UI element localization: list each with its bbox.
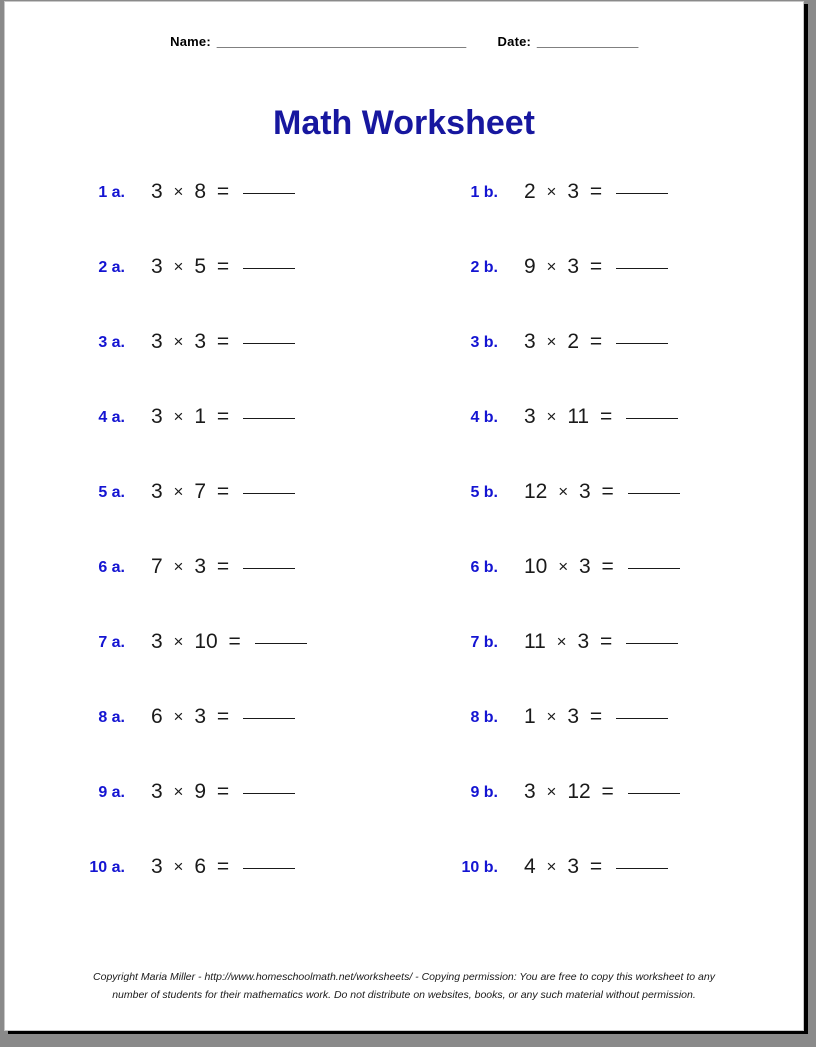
operand-b: 10 — [194, 630, 218, 653]
problem-cell — [5, 255, 404, 330]
answer-blank[interactable] — [243, 193, 295, 194]
answer-blank[interactable] — [243, 868, 295, 869]
problem-expression — [524, 630, 678, 654]
equals-sign: = — [216, 330, 230, 353]
equals-sign: = — [216, 180, 230, 203]
operand-b: 7 — [194, 480, 206, 503]
equals-sign: = — [216, 555, 230, 578]
answer-blank[interactable] — [243, 343, 295, 344]
problem-cell — [5, 405, 404, 480]
problem-expression — [151, 780, 295, 804]
operand-a: 3 — [151, 630, 163, 653]
operand-b: 3 — [194, 705, 206, 728]
problem-cell — [404, 480, 803, 555]
multiply-icon: × — [546, 857, 557, 876]
answer-blank[interactable] — [243, 418, 295, 419]
operand-b: 3 — [567, 855, 579, 878]
equals-sign: = — [589, 330, 603, 353]
operand-a: 3 — [151, 255, 163, 278]
student-info-line — [5, 34, 803, 49]
operand-b: 3 — [567, 180, 579, 203]
answer-blank[interactable] — [243, 268, 295, 269]
problem-expression — [524, 255, 668, 279]
problem-expression — [524, 780, 680, 804]
problem-label: 3 a. — [98, 334, 125, 351]
answer-blank[interactable] — [616, 718, 668, 719]
operand-a: 7 — [151, 555, 163, 578]
problem-row — [5, 630, 803, 705]
operand-b: 6 — [194, 855, 206, 878]
multiply-icon: × — [546, 782, 557, 801]
problem-expression — [524, 330, 668, 354]
operand-a: 3 — [151, 405, 163, 428]
operand-a: 3 — [151, 180, 163, 203]
answer-blank[interactable] — [243, 718, 295, 719]
problem-row — [5, 480, 803, 555]
answer-blank[interactable] — [628, 793, 680, 794]
problem-cell — [5, 180, 404, 255]
problem-label: 10 a. — [89, 859, 125, 876]
footer-line-2: number of students for their mathematics work. Do not distribute on websites, books, or any such material without permission. — [112, 988, 696, 1001]
footer-line-1: Copyright Maria Miller - http://www.homeschoolmath.net/worksheets/ - Copying permission: You are free to copy this worksheet to any — [93, 971, 715, 984]
equals-sign: = — [589, 180, 603, 203]
date-label: Date: — [497, 34, 532, 49]
copyright-footer — [5, 969, 803, 1004]
operand-b: 3 — [567, 255, 579, 278]
problem-expression — [151, 555, 295, 579]
multiply-icon: × — [556, 632, 567, 651]
problem-label: 9 a. — [98, 784, 125, 801]
operand-a: 4 — [524, 855, 536, 878]
problem-expression — [524, 855, 668, 879]
problem-cell — [404, 255, 803, 330]
problem-row — [5, 405, 803, 480]
equals-sign: = — [589, 855, 603, 878]
operand-b: 2 — [567, 330, 579, 353]
answer-blank[interactable] — [616, 268, 668, 269]
problem-expression — [151, 480, 295, 504]
problem-expression — [524, 555, 680, 579]
problem-cell — [5, 555, 404, 630]
operand-b: 9 — [194, 780, 206, 803]
problem-label: 10 b. — [461, 859, 498, 876]
answer-blank[interactable] — [243, 793, 295, 794]
operand-b: 3 — [194, 330, 206, 353]
multiply-icon: × — [173, 632, 184, 651]
problem-label: 5 b. — [470, 484, 498, 501]
problem-label: 4 a. — [98, 409, 125, 426]
multiply-icon: × — [173, 857, 184, 876]
problem-expression — [151, 630, 307, 654]
operand-b: 5 — [194, 255, 206, 278]
equals-sign: = — [601, 555, 614, 578]
problem-label: 7 b. — [470, 634, 498, 651]
multiply-icon: × — [546, 707, 557, 726]
problem-label: 6 a. — [98, 559, 125, 576]
problem-cell — [404, 405, 803, 480]
equals-sign: = — [599, 405, 613, 428]
problem-cell — [5, 630, 404, 705]
operand-b: 12 — [567, 780, 591, 803]
problem-cell — [404, 180, 803, 255]
problem-label: 7 a. — [98, 634, 125, 651]
equals-sign: = — [601, 480, 614, 503]
operand-a: 10 — [524, 555, 548, 578]
multiply-icon: × — [173, 707, 184, 726]
answer-blank[interactable] — [616, 193, 668, 194]
operand-b: 3 — [194, 555, 206, 578]
date-blank[interactable]: _______________ — [536, 34, 638, 49]
answer-blank[interactable] — [255, 643, 307, 644]
problem-cell — [5, 855, 404, 930]
problem-expression — [524, 180, 668, 204]
operand-b: 3 — [577, 630, 590, 653]
problem-row — [5, 555, 803, 630]
problem-expression — [524, 405, 678, 429]
problem-cell — [404, 630, 803, 705]
operand-a: 11 — [524, 630, 546, 653]
equals-sign: = — [216, 255, 230, 278]
multiply-icon: × — [173, 557, 184, 576]
multiply-icon: × — [558, 557, 569, 576]
problem-cell — [404, 705, 803, 780]
operand-a: 3 — [151, 855, 163, 878]
equals-sign: = — [216, 855, 230, 878]
problem-cell — [5, 705, 404, 780]
operand-a: 6 — [151, 705, 163, 728]
problem-label: 6 b. — [470, 559, 498, 576]
problem-label: 8 b. — [470, 709, 498, 726]
problem-row — [5, 705, 803, 780]
problem-expression — [524, 480, 680, 504]
page-title: Math Worksheet — [273, 104, 535, 142]
problem-row — [5, 330, 803, 405]
problem-label: 3 b. — [470, 334, 498, 351]
equals-sign: = — [589, 705, 603, 728]
problem-expression — [524, 705, 668, 729]
problem-cell — [404, 855, 803, 930]
problem-expression — [151, 330, 295, 354]
problem-expression — [151, 405, 295, 429]
multiply-icon: × — [173, 257, 184, 276]
problem-label: 4 b. — [470, 409, 498, 426]
answer-blank[interactable] — [616, 868, 668, 869]
problem-row — [5, 855, 803, 930]
operand-a: 3 — [524, 405, 536, 428]
equals-sign: = — [216, 480, 230, 503]
operand-a: 3 — [151, 780, 163, 803]
operand-b: 3 — [578, 555, 591, 578]
multiply-icon: × — [173, 182, 184, 201]
problem-expression — [151, 705, 295, 729]
operand-a: 3 — [151, 480, 163, 503]
problem-cell — [404, 780, 803, 855]
operand-a: 3 — [151, 330, 163, 353]
problem-expression — [151, 855, 295, 879]
equals-sign: = — [601, 780, 614, 803]
equals-sign: = — [599, 630, 613, 653]
operand-b: 3 — [578, 480, 591, 503]
operand-b: 8 — [194, 180, 206, 203]
problem-cell — [5, 780, 404, 855]
problem-cell — [5, 330, 404, 405]
problem-label: 9 b. — [470, 784, 498, 801]
problem-row — [5, 780, 803, 855]
operand-a: 12 — [524, 480, 548, 503]
multiply-icon: × — [546, 407, 557, 426]
answer-blank[interactable] — [626, 643, 678, 644]
multiply-icon: × — [558, 482, 569, 501]
answer-blank[interactable] — [626, 418, 678, 419]
answer-blank[interactable] — [243, 568, 295, 569]
problem-label: 8 a. — [98, 709, 125, 726]
multiply-icon: × — [173, 482, 184, 501]
answer-blank[interactable] — [628, 493, 680, 494]
equals-sign: = — [589, 255, 603, 278]
answer-blank[interactable] — [616, 343, 668, 344]
multiply-icon: × — [546, 332, 557, 351]
equals-sign: = — [216, 705, 230, 728]
problem-label: 5 a. — [98, 484, 125, 501]
answer-blank[interactable] — [628, 568, 680, 569]
problem-cell — [5, 480, 404, 555]
multiply-icon: × — [546, 182, 557, 201]
operand-a: 9 — [524, 255, 536, 278]
multiply-icon: × — [173, 782, 184, 801]
operand-b: 3 — [567, 705, 579, 728]
operand-a: 3 — [524, 780, 536, 803]
equals-sign: = — [228, 630, 241, 653]
problem-label: 2 a. — [98, 259, 125, 276]
operand-a: 3 — [524, 330, 536, 353]
multiply-icon: × — [173, 332, 184, 351]
problem-grid — [5, 180, 803, 930]
problem-row — [5, 180, 803, 255]
problem-label: 2 b. — [470, 259, 498, 276]
operand-b: 11 — [567, 405, 590, 428]
problem-row — [5, 255, 803, 330]
multiply-icon: × — [546, 257, 557, 276]
problem-expression — [151, 255, 295, 279]
equals-sign: = — [216, 780, 230, 803]
problem-cell — [404, 555, 803, 630]
problem-label: 1 b. — [470, 184, 498, 201]
operand-a: 1 — [524, 705, 536, 728]
name-blank[interactable]: _____________________________________ — [216, 34, 466, 49]
problem-label: 1 a. — [98, 184, 125, 201]
operand-a: 2 — [524, 180, 536, 203]
operand-b: 1 — [194, 405, 206, 428]
answer-blank[interactable] — [243, 493, 295, 494]
problem-expression — [151, 180, 295, 204]
multiply-icon: × — [173, 407, 184, 426]
name-label: Name: — [170, 34, 211, 49]
problem-cell — [404, 330, 803, 405]
worksheet-page — [4, 1, 804, 1031]
equals-sign: = — [216, 405, 230, 428]
